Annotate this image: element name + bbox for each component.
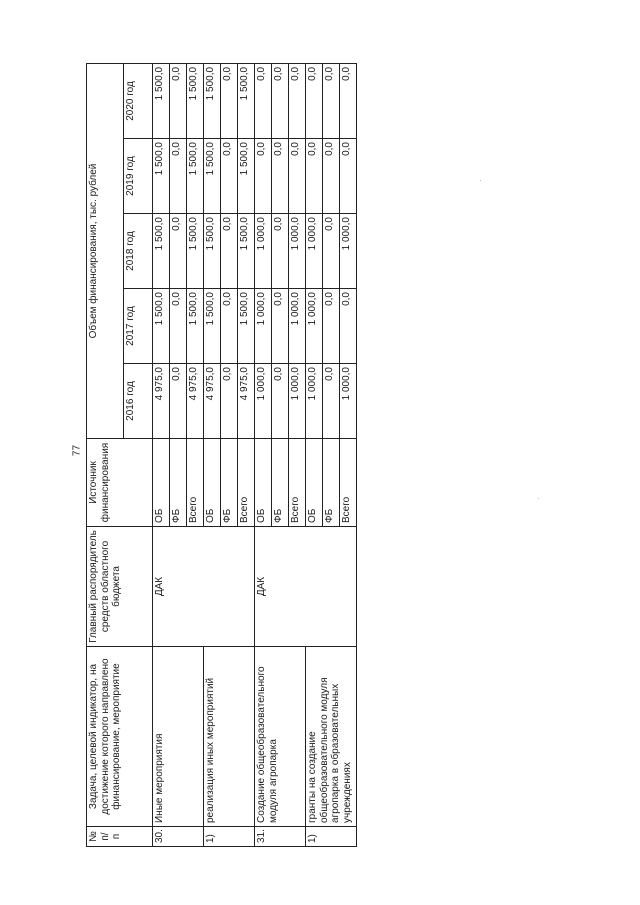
value-cell: 0,0 [272, 63, 289, 138]
value-cell: 0,0 [289, 139, 306, 214]
financing-table [86, 63, 357, 847]
source-cell: Всего [340, 439, 357, 527]
header-volume: Объем финансирования, тыс. рублей [87, 63, 124, 438]
table-row [204, 63, 221, 846]
value-cell: 1 500,0 [153, 139, 170, 214]
value-cell: 0,0 [340, 289, 357, 364]
row-manager: ДАК [255, 527, 357, 647]
header-year: 2017 год [124, 289, 153, 364]
row-manager: ДАК [153, 527, 255, 647]
value-cell: 1 500,0 [153, 289, 170, 364]
source-cell: ФБ [170, 439, 187, 527]
value-cell: 0,0 [221, 289, 238, 364]
source-cell: Всего [187, 439, 204, 527]
value-cell: 1 000,0 [289, 289, 306, 364]
source-cell: ОБ [153, 439, 170, 527]
value-cell: 0,0 [323, 139, 340, 214]
row-title: Создание общеобразовательного модуля агропарка [255, 647, 306, 827]
value-cell: 1 500,0 [153, 63, 170, 138]
value-cell: 1 500,0 [187, 63, 204, 138]
value-cell: 1 500,0 [187, 289, 204, 364]
value-cell: 1 000,0 [255, 364, 272, 439]
row-number: 31. [255, 827, 306, 847]
value-cell: 0,0 [272, 289, 289, 364]
value-cell: 1 000,0 [289, 214, 306, 289]
row-number: 1) [306, 827, 357, 847]
value-cell: 0,0 [323, 289, 340, 364]
table-row [153, 63, 170, 846]
source-cell: ОБ [204, 439, 221, 527]
value-cell: 1 000,0 [306, 289, 323, 364]
value-cell: 0,0 [170, 139, 187, 214]
value-cell: 0,0 [323, 364, 340, 439]
value-cell: 0,0 [170, 289, 187, 364]
value-cell: 1 500,0 [238, 139, 255, 214]
value-cell: 0,0 [272, 214, 289, 289]
source-cell: ОБ [306, 439, 323, 527]
value-cell: 1 500,0 [187, 214, 204, 289]
value-cell: 1 500,0 [204, 139, 221, 214]
value-cell: 1 500,0 [238, 214, 255, 289]
value-cell: 1 500,0 [204, 63, 221, 138]
value-cell: 0,0 [323, 63, 340, 138]
value-cell: 1 000,0 [255, 289, 272, 364]
header-year: 2016 год [124, 364, 153, 439]
table-row [255, 63, 272, 846]
value-cell: 4 975,0 [238, 364, 255, 439]
header-source: Источник финансирования [87, 439, 153, 527]
value-cell: 0,0 [170, 364, 187, 439]
source-cell: Всего [238, 439, 255, 527]
value-cell: 0,0 [255, 139, 272, 214]
row-number: 1) [204, 827, 255, 847]
value-cell: 1 500,0 [204, 214, 221, 289]
table-row [306, 63, 323, 846]
value-cell: 0,0 [255, 63, 272, 138]
value-cell: 4 975,0 [204, 364, 221, 439]
value-cell: 1 000,0 [255, 214, 272, 289]
value-cell: 1 000,0 [306, 364, 323, 439]
value-cell: 1 000,0 [340, 214, 357, 289]
value-cell: 0,0 [221, 139, 238, 214]
value-cell: 0,0 [170, 63, 187, 138]
value-cell: 0,0 [289, 63, 306, 138]
scan-speck [538, 498, 539, 499]
value-cell: 0,0 [221, 63, 238, 138]
header-year: 2019 год [124, 139, 153, 214]
value-cell: 1 000,0 [340, 364, 357, 439]
rotated-table-wrapper [86, 64, 358, 847]
row-number: 30. [153, 827, 204, 847]
header-manager: Главный распорядитель средств областного бюджета [87, 527, 153, 647]
source-cell: Всего [289, 439, 306, 527]
row-title: реализация иных мероприятий [204, 647, 255, 827]
source-cell: ФБ [323, 439, 340, 527]
value-cell: 1 500,0 [153, 214, 170, 289]
value-cell: 0,0 [340, 139, 357, 214]
value-cell: 1 500,0 [204, 289, 221, 364]
value-cell: 1 500,0 [187, 139, 204, 214]
page-number: 77 [71, 444, 83, 457]
source-cell: ФБ [272, 439, 289, 527]
value-cell: 1 000,0 [306, 214, 323, 289]
row-title: Иные мероприятия [153, 647, 204, 827]
value-cell: 0,0 [170, 214, 187, 289]
value-cell: 1 000,0 [289, 364, 306, 439]
value-cell: 0,0 [306, 139, 323, 214]
value-cell: 0,0 [323, 214, 340, 289]
header-task: Задача, целевой индикатор, на достижение которого направлено финансирование, мероприятие [87, 647, 153, 827]
header-year: 2018 год [124, 214, 153, 289]
value-cell: 1 500,0 [238, 289, 255, 364]
value-cell: 0,0 [221, 364, 238, 439]
header-num: № п/п [87, 827, 153, 847]
row-title: гранты на создание общеобразовательного модуля агропарка в образовательных учреждениях [306, 647, 357, 827]
header-year: 2020 год [124, 63, 153, 138]
value-cell: 0,0 [272, 364, 289, 439]
source-cell: ОБ [255, 439, 272, 527]
value-cell: 1 500,0 [238, 63, 255, 138]
value-cell: 4 975,0 [187, 364, 204, 439]
value-cell: 4 975,0 [153, 364, 170, 439]
value-cell: 0,0 [272, 139, 289, 214]
value-cell: 0,0 [306, 63, 323, 138]
value-cell: 0,0 [221, 214, 238, 289]
scan-speck [480, 180, 481, 181]
value-cell: 0,0 [340, 63, 357, 138]
source-cell: ФБ [221, 439, 238, 527]
